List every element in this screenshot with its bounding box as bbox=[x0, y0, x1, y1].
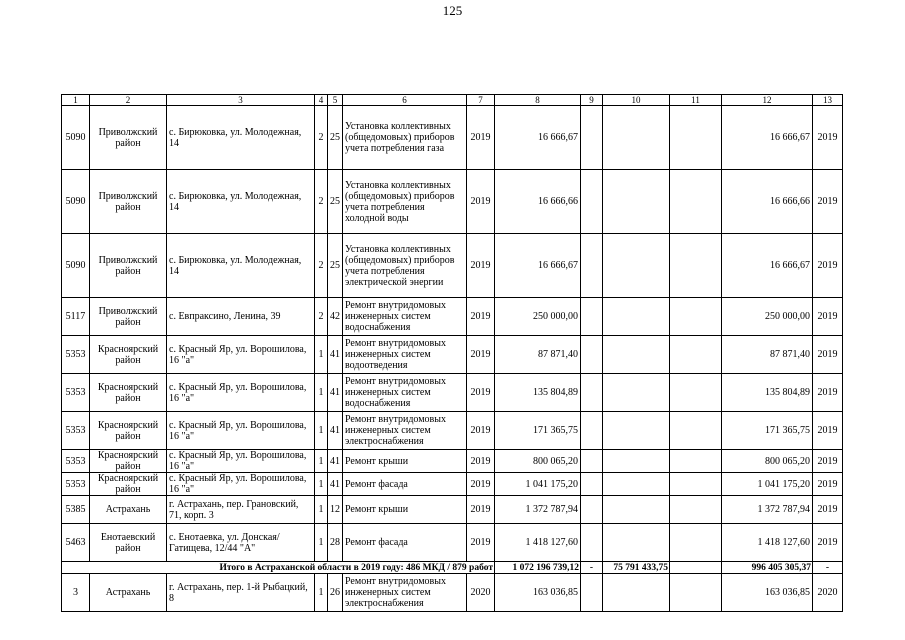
register-table bbox=[61, 94, 843, 612]
col13-value: 2019 bbox=[813, 234, 843, 298]
table-row bbox=[62, 574, 843, 612]
col4-value: 2 bbox=[315, 106, 328, 170]
col10-value bbox=[603, 234, 670, 298]
year: 2019 bbox=[467, 496, 495, 524]
year: 2019 bbox=[467, 298, 495, 336]
col4-value: 2 bbox=[315, 234, 328, 298]
col12-value: 163 036,85 bbox=[722, 574, 813, 612]
district: Астрахань bbox=[90, 574, 167, 612]
col9-value bbox=[581, 234, 603, 298]
table-row bbox=[62, 412, 843, 450]
column-header: 5 bbox=[328, 95, 343, 106]
cost: 1 041 175,20 bbox=[495, 473, 581, 496]
table-row bbox=[62, 496, 843, 524]
address: с. Бирюковка, ул. Молодежная, 14 bbox=[167, 106, 315, 170]
col5-value: 25 bbox=[328, 170, 343, 234]
year: 2019 bbox=[467, 524, 495, 562]
total-col11 bbox=[670, 562, 722, 574]
col11-value bbox=[670, 336, 722, 374]
col4-value: 1 bbox=[315, 336, 328, 374]
district: Красноярский район bbox=[90, 412, 167, 450]
col10-value bbox=[603, 524, 670, 562]
address: с. Евпраксино, Ленина, 39 bbox=[167, 298, 315, 336]
row-id: 5117 bbox=[62, 298, 90, 336]
col9-value bbox=[581, 170, 603, 234]
table-row bbox=[62, 170, 843, 234]
work-type: Ремонт внутридомовых инженерных систем водоснабжения bbox=[343, 374, 467, 412]
district: Красноярский район bbox=[90, 473, 167, 496]
col9-value bbox=[581, 524, 603, 562]
row-id: 5353 bbox=[62, 473, 90, 496]
cost: 16 666,67 bbox=[495, 234, 581, 298]
col12-value: 87 871,40 bbox=[722, 336, 813, 374]
column-header: 11 bbox=[670, 95, 722, 106]
col5-value: 26 bbox=[328, 574, 343, 612]
work-type: Ремонт внутридомовых инженерных систем водоотведения bbox=[343, 336, 467, 374]
col4-value: 1 bbox=[315, 412, 328, 450]
cost: 87 871,40 bbox=[495, 336, 581, 374]
year: 2019 bbox=[467, 234, 495, 298]
col11-value bbox=[670, 374, 722, 412]
col4-value: 2 bbox=[315, 298, 328, 336]
cost: 171 365,75 bbox=[495, 412, 581, 450]
address: с. Бирюковка, ул. Молодежная, 14 bbox=[167, 170, 315, 234]
row-id: 5353 bbox=[62, 412, 90, 450]
col11-value bbox=[670, 524, 722, 562]
address: г. Астрахань, пер. 1-й Рыбацкий, 8 bbox=[167, 574, 315, 612]
table-row bbox=[62, 473, 843, 496]
row-id: 5353 bbox=[62, 450, 90, 473]
col11-value bbox=[670, 450, 722, 473]
cost: 250 000,00 bbox=[495, 298, 581, 336]
page-number: 125 bbox=[442, 3, 463, 18]
table-body-continued bbox=[62, 574, 843, 612]
col12-value: 16 666,67 bbox=[722, 234, 813, 298]
col9-value bbox=[581, 473, 603, 496]
col10-value bbox=[603, 496, 670, 524]
col10-value bbox=[603, 374, 670, 412]
district: Приволжский район bbox=[90, 298, 167, 336]
column-number-row bbox=[62, 95, 843, 106]
district: Приволжский район bbox=[90, 234, 167, 298]
col11-value bbox=[670, 234, 722, 298]
address: с. Красный Яр, ул. Ворошилова, 16 "а" bbox=[167, 412, 315, 450]
work-type: Ремонт фасада bbox=[343, 524, 467, 562]
col5-value: 12 bbox=[328, 496, 343, 524]
table-row bbox=[62, 234, 843, 298]
work-type: Установка коллективных (общедомовых) приборов учета потребления электрической энергии bbox=[343, 234, 467, 298]
total-col9: - bbox=[581, 562, 603, 574]
col13-value: 2019 bbox=[813, 106, 843, 170]
work-type: Ремонт крыши bbox=[343, 496, 467, 524]
row-id: 5353 bbox=[62, 336, 90, 374]
col12-value: 135 804,89 bbox=[722, 374, 813, 412]
col11-value bbox=[670, 496, 722, 524]
address: с. Красный Яр, ул. Ворошилова, 16 "а" bbox=[167, 374, 315, 412]
col11-value bbox=[670, 106, 722, 170]
col10-value bbox=[603, 298, 670, 336]
district: Красноярский район bbox=[90, 374, 167, 412]
col4-value: 1 bbox=[315, 473, 328, 496]
table-row bbox=[62, 106, 843, 170]
row-id: 5090 bbox=[62, 234, 90, 298]
cost: 163 036,85 bbox=[495, 574, 581, 612]
total-col12: 996 405 305,37 bbox=[722, 562, 813, 574]
row-id: 5090 bbox=[62, 170, 90, 234]
address: г. Астрахань, пер. Грановский, 71, корп. 3 bbox=[167, 496, 315, 524]
col4-value: 1 bbox=[315, 524, 328, 562]
cost: 16 666,66 bbox=[495, 170, 581, 234]
col13-value: 2019 bbox=[813, 298, 843, 336]
address: с. Красный Яр, ул. Ворошилова, 16 "а" bbox=[167, 450, 315, 473]
table-row bbox=[62, 450, 843, 473]
col13-value: 2019 bbox=[813, 374, 843, 412]
col9-value bbox=[581, 496, 603, 524]
year: 2019 bbox=[467, 170, 495, 234]
column-header: 1 bbox=[62, 95, 90, 106]
col5-value: 25 bbox=[328, 234, 343, 298]
table-row bbox=[62, 298, 843, 336]
year: 2020 bbox=[467, 574, 495, 612]
column-header: 13 bbox=[813, 95, 843, 106]
cost: 135 804,89 bbox=[495, 374, 581, 412]
col12-value: 250 000,00 bbox=[722, 298, 813, 336]
work-type: Ремонт внутридомовых инженерных систем электроснабжения bbox=[343, 574, 467, 612]
col4-value: 1 bbox=[315, 374, 328, 412]
column-header: 12 bbox=[722, 95, 813, 106]
col5-value: 41 bbox=[328, 450, 343, 473]
table-row bbox=[62, 524, 843, 562]
col13-value: 2019 bbox=[813, 412, 843, 450]
address: с. Енотаевка, ул. Донская/Гатищева, 12/44 "А" bbox=[167, 524, 315, 562]
row-id: 5463 bbox=[62, 524, 90, 562]
column-header: 9 bbox=[581, 95, 603, 106]
col10-value bbox=[603, 412, 670, 450]
col9-value bbox=[581, 450, 603, 473]
address: с. Красный Яр, ул. Ворошилова, 16 "а" bbox=[167, 473, 315, 496]
year: 2019 bbox=[467, 473, 495, 496]
col5-value: 41 bbox=[328, 374, 343, 412]
district: Красноярский район bbox=[90, 450, 167, 473]
year: 2019 bbox=[467, 336, 495, 374]
col11-value bbox=[670, 574, 722, 612]
work-type: Установка коллективных (общедомовых) приборов учета потребления холодной воды bbox=[343, 170, 467, 234]
table-body bbox=[62, 106, 843, 562]
col11-value bbox=[670, 473, 722, 496]
row-id: 5385 bbox=[62, 496, 90, 524]
district: Приволжский район bbox=[90, 170, 167, 234]
district: Енотаевский район bbox=[90, 524, 167, 562]
col12-value: 16 666,66 bbox=[722, 170, 813, 234]
col10-value bbox=[603, 450, 670, 473]
total-cost: 1 072 196 739,12 bbox=[495, 562, 581, 574]
col12-value: 1 372 787,94 bbox=[722, 496, 813, 524]
col10-value bbox=[603, 336, 670, 374]
district: Красноярский район bbox=[90, 336, 167, 374]
year: 2019 bbox=[467, 412, 495, 450]
col13-value: 2019 bbox=[813, 170, 843, 234]
year: 2019 bbox=[467, 374, 495, 412]
col10-value bbox=[603, 170, 670, 234]
col5-value: 25 bbox=[328, 106, 343, 170]
work-type: Ремонт внутридомовых инженерных систем электроснабжения bbox=[343, 412, 467, 450]
column-header: 2 bbox=[90, 95, 167, 106]
table-row bbox=[62, 336, 843, 374]
work-type: Ремонт фасада bbox=[343, 473, 467, 496]
col5-value: 42 bbox=[328, 298, 343, 336]
district: Астрахань bbox=[90, 496, 167, 524]
cost: 1 418 127,60 bbox=[495, 524, 581, 562]
col10-value bbox=[603, 473, 670, 496]
col12-value: 1 418 127,60 bbox=[722, 524, 813, 562]
work-type: Ремонт внутридомовых инженерных систем водоснабжения bbox=[343, 298, 467, 336]
col10-value bbox=[603, 106, 670, 170]
address: с. Бирюковка, ул. Молодежная, 14 bbox=[167, 234, 315, 298]
col12-value: 800 065,20 bbox=[722, 450, 813, 473]
col13-value: 2019 bbox=[813, 450, 843, 473]
col11-value bbox=[670, 412, 722, 450]
col11-value bbox=[670, 298, 722, 336]
col9-value bbox=[581, 574, 603, 612]
col12-value: 16 666,67 bbox=[722, 106, 813, 170]
cost: 1 372 787,94 bbox=[495, 496, 581, 524]
cost: 16 666,67 bbox=[495, 106, 581, 170]
column-header: 8 bbox=[495, 95, 581, 106]
col13-value: 2020 bbox=[813, 574, 843, 612]
col13-value: 2019 bbox=[813, 336, 843, 374]
col13-value: 2019 bbox=[813, 524, 843, 562]
column-header: 10 bbox=[603, 95, 670, 106]
work-type: Ремонт крыши bbox=[343, 450, 467, 473]
row-id: 5353 bbox=[62, 374, 90, 412]
col10-value bbox=[603, 574, 670, 612]
col12-value: 1 041 175,20 bbox=[722, 473, 813, 496]
col9-value bbox=[581, 298, 603, 336]
year: 2019 bbox=[467, 450, 495, 473]
column-header: 6 bbox=[343, 95, 467, 106]
col9-value bbox=[581, 336, 603, 374]
col5-value: 28 bbox=[328, 524, 343, 562]
col12-value: 171 365,75 bbox=[722, 412, 813, 450]
col4-value: 1 bbox=[315, 574, 328, 612]
col9-value bbox=[581, 106, 603, 170]
column-header: 3 bbox=[167, 95, 315, 106]
table-row bbox=[62, 374, 843, 412]
address: с. Красный Яр, ул. Ворошилова, 16 "а" bbox=[167, 336, 315, 374]
work-type: Установка коллективных (общедомовых) приборов учета потребления газа bbox=[343, 106, 467, 170]
col9-value bbox=[581, 374, 603, 412]
col5-value: 41 bbox=[328, 412, 343, 450]
col13-value: 2019 bbox=[813, 496, 843, 524]
row-id: 3 bbox=[62, 574, 90, 612]
total-col13: - bbox=[813, 562, 843, 574]
col5-value: 41 bbox=[328, 473, 343, 496]
col11-value bbox=[670, 170, 722, 234]
col4-value: 1 bbox=[315, 450, 328, 473]
col9-value bbox=[581, 412, 603, 450]
total-col10: 75 791 433,75 bbox=[603, 562, 670, 574]
total-row bbox=[62, 562, 843, 574]
row-id: 5090 bbox=[62, 106, 90, 170]
total-label: Итого в Астраханской области в 2019 году: 486 МКД / 879 работ bbox=[62, 562, 495, 574]
cost: 800 065,20 bbox=[495, 450, 581, 473]
col5-value: 41 bbox=[328, 336, 343, 374]
column-header: 4 bbox=[315, 95, 328, 106]
column-header: 7 bbox=[467, 95, 495, 106]
district: Приволжский район bbox=[90, 106, 167, 170]
col13-value: 2019 bbox=[813, 473, 843, 496]
year: 2019 bbox=[467, 106, 495, 170]
col4-value: 1 bbox=[315, 496, 328, 524]
col4-value: 2 bbox=[315, 170, 328, 234]
